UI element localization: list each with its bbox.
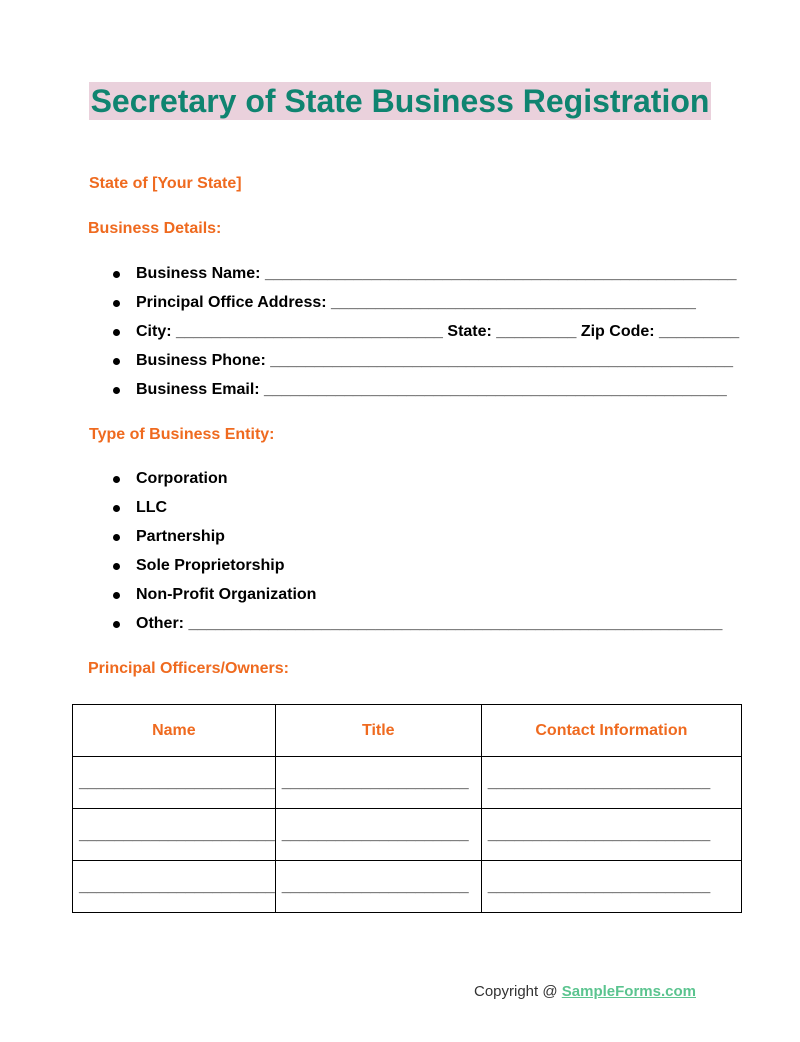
city-state-zip-field[interactable]: City: ______________________________ State: _________ Zip Code: _________ (110, 322, 739, 351)
officer-name-cell[interactable]: ______________________ (73, 861, 276, 913)
entity-option-llc[interactable]: LLC (110, 498, 722, 527)
table-row (73, 757, 742, 809)
entity-type-heading: Type of Business Entity: (89, 426, 275, 443)
officers-heading: Principal Officers/Owners: (88, 660, 289, 677)
table-row (73, 861, 742, 913)
column-header-name: Name (73, 705, 276, 757)
officer-contact-cell[interactable]: _________________________ (481, 757, 741, 809)
officer-title-cell[interactable]: _____________________ (275, 757, 481, 809)
column-header-contact: Contact Information (481, 705, 741, 757)
entity-type-list (110, 469, 722, 643)
title-wrapper (0, 82, 800, 120)
officer-name-cell[interactable]: ______________________ (73, 757, 276, 809)
business-details-heading: Business Details: (88, 220, 222, 237)
column-header-title: Title (275, 705, 481, 757)
copyright-prefix: Copyright @ (474, 983, 562, 1000)
copyright-footer (474, 983, 696, 1000)
entity-option-corporation[interactable]: Corporation (110, 469, 722, 498)
state-line: State of [Your State] (89, 175, 242, 192)
officers-table-header-row (73, 705, 742, 757)
officers-table (72, 704, 742, 913)
officer-contact-cell[interactable]: _________________________ (481, 861, 741, 913)
sampleforms-link[interactable]: SampleForms.com (561, 983, 696, 1000)
table-row (73, 809, 742, 861)
business-email-field[interactable]: Business Email: ____________________________________________________ (110, 380, 739, 409)
officer-title-cell[interactable]: _____________________ (275, 861, 481, 913)
entity-option-partnership[interactable]: Partnership (110, 527, 722, 556)
principal-office-address-field[interactable]: Principal Office Address: _________________________________________ (110, 293, 739, 322)
entity-option-non-profit[interactable]: Non-Profit Organization (110, 585, 722, 614)
officer-name-cell[interactable]: ______________________ (73, 809, 276, 861)
page-title: Secretary of State Business Registration (90, 83, 710, 119)
entity-option-sole-proprietorship[interactable]: Sole Proprietorship (110, 556, 722, 585)
officer-title-cell[interactable]: _____________________ (275, 809, 481, 861)
business-details-list (110, 264, 739, 409)
business-name-field[interactable]: Business Name: _____________________________________________________ (110, 264, 739, 293)
business-phone-field[interactable]: Business Phone: ____________________________________________________ (110, 351, 739, 380)
officer-contact-cell[interactable]: _________________________ (481, 809, 741, 861)
entity-option-other[interactable]: Other: ____________________________________________________________ (110, 614, 722, 643)
